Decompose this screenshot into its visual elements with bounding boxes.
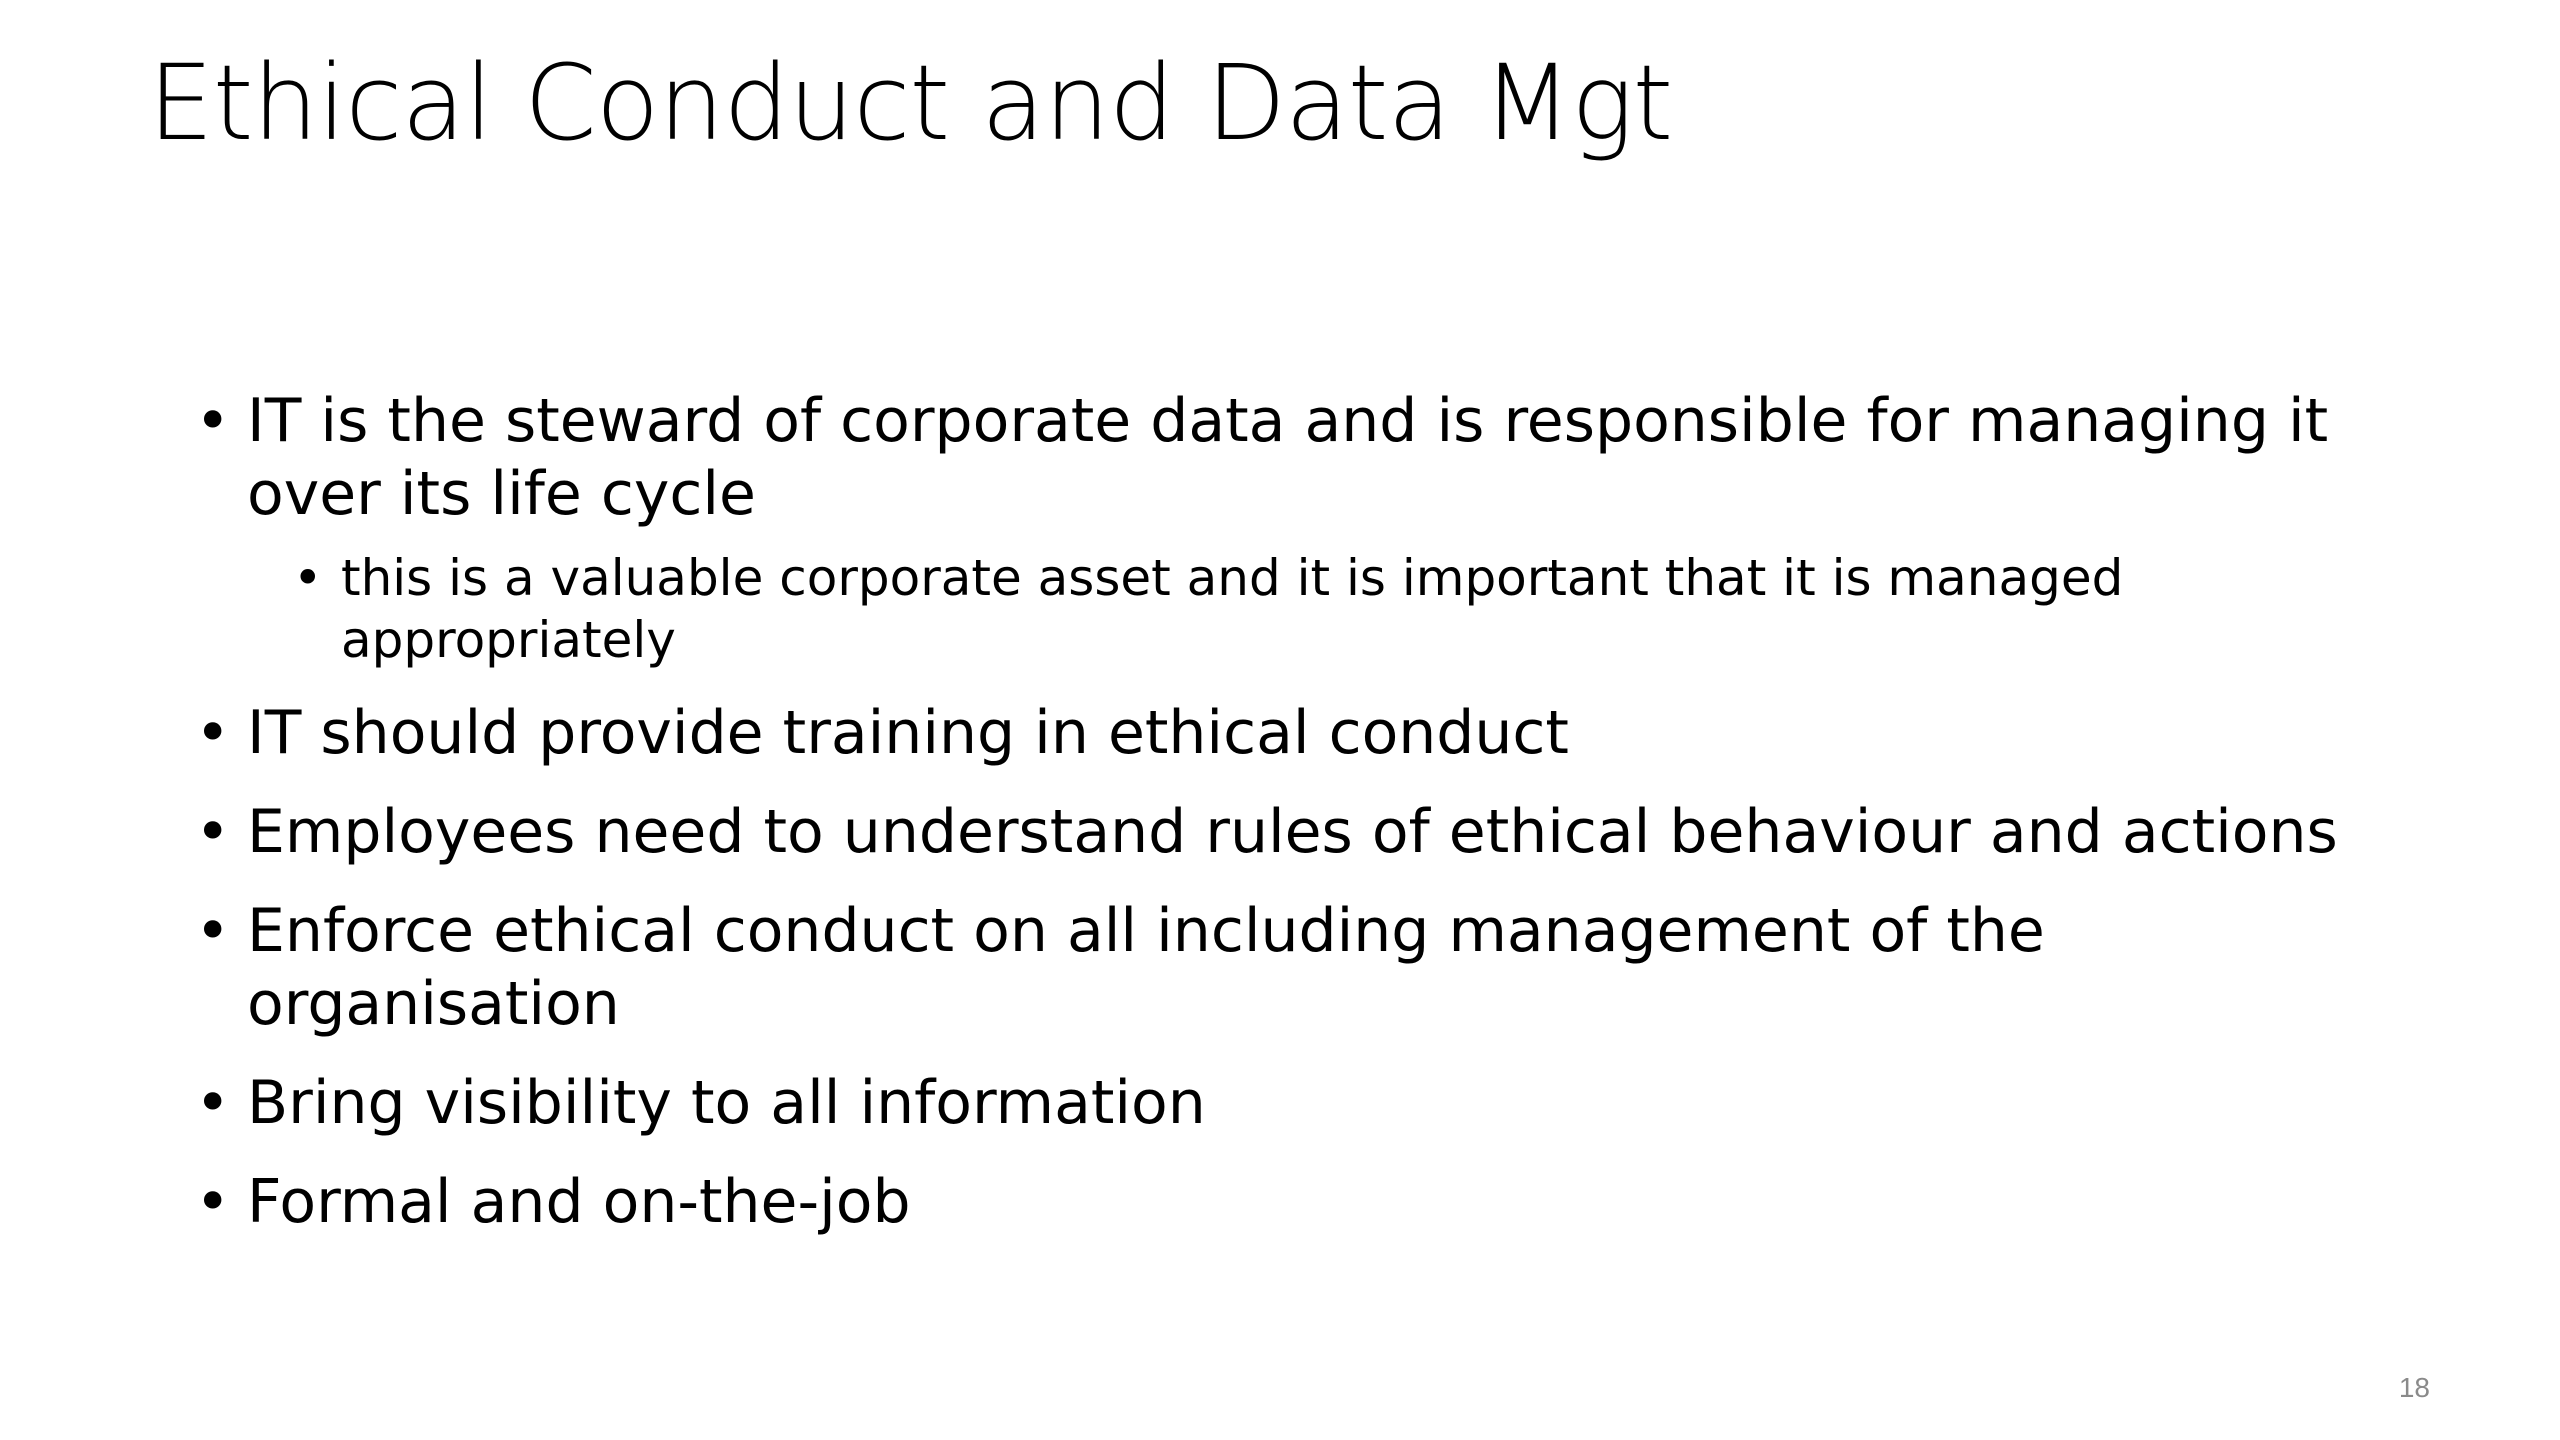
page-number: 18 — [2398, 1372, 2430, 1403]
bullet-text: • Enforce ethical conduct on all including management of the organisation — [247, 896, 2045, 1039]
sub-bullet-list — [247, 547, 2395, 671]
bullet-item — [195, 1166, 2395, 1239]
bullet-text: • Employees need to understand rules of ethical behaviour and actions — [247, 797, 2338, 867]
bullet-item — [195, 385, 2395, 671]
bullet-item — [195, 796, 2395, 869]
bullet-text: • Formal and on-the-job — [247, 1167, 911, 1237]
bullet-list — [195, 385, 2395, 1265]
sub-bullet-item: • this is a valuable corporate asset and it is important that it is managed appropriately — [293, 547, 2395, 671]
bullet-item — [195, 895, 2395, 1041]
bullet-text: • Bring visibility to all information — [247, 1068, 1206, 1138]
bullet-item — [195, 1067, 2395, 1140]
bullet-text: • IT should provide training in ethical conduct — [247, 698, 1569, 768]
slide-title: Ethical Conduct and Data Mgt — [148, 42, 1673, 164]
bullet-item — [195, 697, 2395, 770]
bullet-text: • IT is the steward of corporate data and is responsible for managing it over its life cycle — [247, 386, 2329, 529]
